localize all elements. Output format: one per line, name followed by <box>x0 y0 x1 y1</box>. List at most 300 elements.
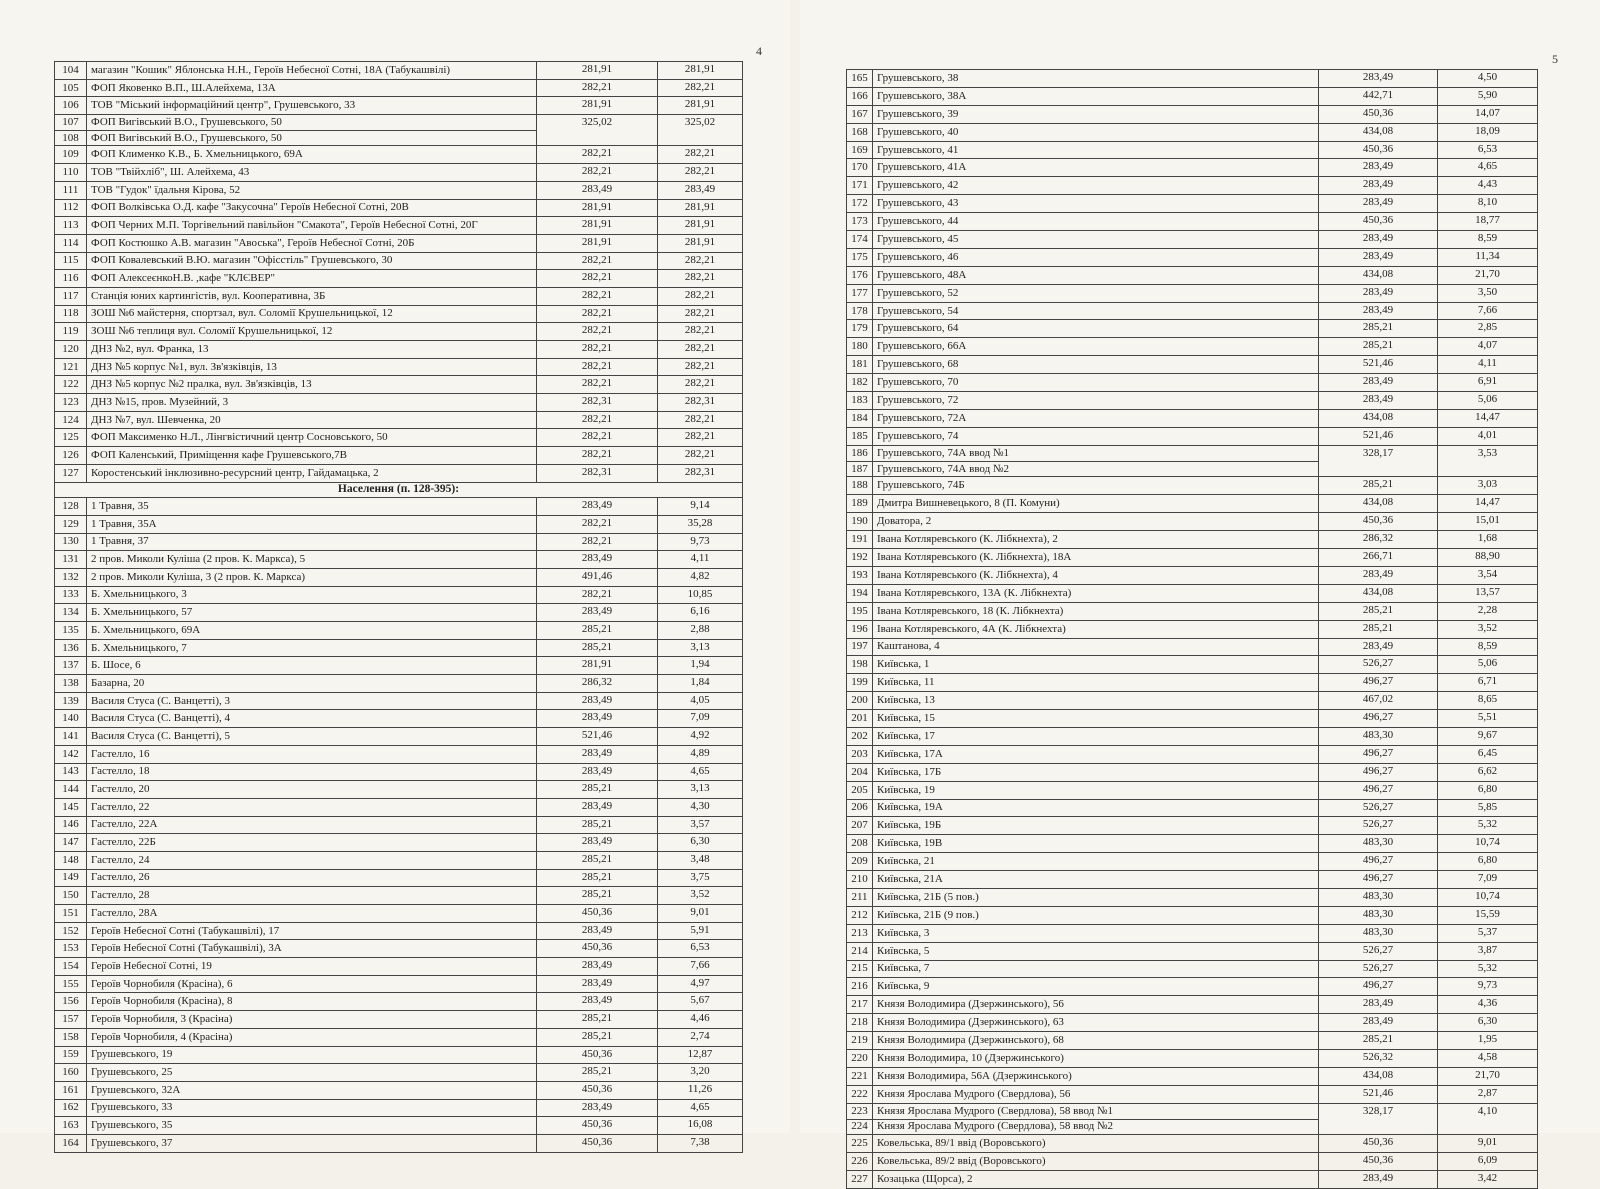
left-tariff-table <box>54 61 743 1153</box>
cost-value: 6,80 <box>1438 781 1538 799</box>
tariff-value: 283,49 <box>537 763 658 781</box>
consumer-name: Б. Хмельницького, 69А <box>87 622 537 640</box>
cost-value: 281,91 <box>658 217 743 235</box>
consumer-name: Київська, 17А <box>873 745 1319 763</box>
cost-value: 282,31 <box>658 464 743 482</box>
tariff-value: 282,21 <box>537 429 658 447</box>
cost-value: 7,09 <box>1438 871 1538 889</box>
table-row <box>847 1049 1538 1067</box>
tariff-value: 283,49 <box>537 993 658 1011</box>
row-number: 151 <box>55 905 87 923</box>
consumer-name: Грушевського, 54 <box>873 302 1319 320</box>
cost-value: 8,10 <box>1438 195 1538 213</box>
tariff-value: 434,08 <box>1319 123 1438 141</box>
consumer-name: Грушевського, 25 <box>87 1064 537 1082</box>
table-row <box>847 727 1538 745</box>
table-row <box>847 692 1538 710</box>
tariff-value: 434,08 <box>1319 266 1438 284</box>
row-number: 110 <box>55 164 87 182</box>
table-row <box>847 531 1538 549</box>
cost-value: 9,01 <box>1438 1135 1538 1153</box>
table-row <box>55 781 743 799</box>
tariff-value: 282,21 <box>537 252 658 270</box>
cost-value: 5,32 <box>1438 960 1538 978</box>
row-number: 206 <box>847 799 873 817</box>
table-row <box>55 358 743 376</box>
row-number: 183 <box>847 392 873 410</box>
tariff-value: 281,91 <box>537 657 658 675</box>
consumer-name: Київська, 21А <box>873 871 1319 889</box>
consumer-name: Грушевського, 40 <box>873 123 1319 141</box>
consumer-name: Героїв Небесної Сотні (Табукашвілі), 3А <box>87 940 537 958</box>
row-number: 200 <box>847 692 873 710</box>
tariff-value: 285,21 <box>537 1028 658 1046</box>
tariff-value: 283,49 <box>537 604 658 622</box>
row-number: 174 <box>847 231 873 249</box>
table-row <box>847 320 1538 338</box>
table-row <box>847 213 1538 231</box>
consumer-name: Івана Котляревського, 13А (К. Лібкнехта) <box>873 584 1319 602</box>
table-row <box>847 1014 1538 1032</box>
table-row <box>847 763 1538 781</box>
cost-value: 8,59 <box>1438 638 1538 656</box>
row-number: 159 <box>55 1046 87 1064</box>
tariff-value: 285,21 <box>537 1064 658 1082</box>
row-number: 116 <box>55 270 87 288</box>
table-row <box>55 692 743 710</box>
row-number: 142 <box>55 745 87 763</box>
tariff-value: 450,36 <box>1319 513 1438 531</box>
consumer-name: Героїв Чорнобиля, 4 (Красіна) <box>87 1028 537 1046</box>
cost-value: 1,95 <box>1438 1032 1538 1050</box>
table-row <box>55 940 743 958</box>
consumer-name: Київська, 1 <box>873 656 1319 674</box>
consumer-name: Грушевського, 74А ввод №2 <box>873 461 1319 477</box>
table-row <box>55 376 743 394</box>
tariff-value: 282,21 <box>537 323 658 341</box>
cost-value: 283,49 <box>658 181 743 199</box>
tariff-value: 282,21 <box>537 533 658 551</box>
tariff-value: 282,21 <box>537 79 658 97</box>
table-row <box>847 374 1538 392</box>
tariff-value: 483,30 <box>1319 888 1438 906</box>
cost-value: 5,32 <box>1438 817 1538 835</box>
row-number: 173 <box>847 213 873 231</box>
tariff-value: 282,21 <box>537 447 658 465</box>
table-row <box>55 834 743 852</box>
tariff-value: 483,30 <box>1319 906 1438 924</box>
consumer-name: Базарна, 20 <box>87 675 537 693</box>
consumer-name: 1 Травня, 35А <box>87 515 537 533</box>
table-row <box>55 1064 743 1082</box>
table-row <box>847 123 1538 141</box>
consumer-name: ТОВ "Гудок" їдальня Кірова, 52 <box>87 181 537 199</box>
cost-value: 282,21 <box>658 341 743 359</box>
tariff-value: 496,27 <box>1319 978 1438 996</box>
row-number: 147 <box>55 834 87 852</box>
tariff-value: 450,36 <box>1319 105 1438 123</box>
table-row <box>847 710 1538 728</box>
consumer-name: Героїв Небесної Сотні, 19 <box>87 958 537 976</box>
consumer-name: Гастелло, 18 <box>87 763 537 781</box>
table-row <box>55 234 743 252</box>
consumer-name: ЗОШ №6 майстерня, спортзал, вул. Соломії Крушельницької, 12 <box>87 305 537 323</box>
consumer-name: ЗОШ №6 теплиця вул. Соломії Крушельницької, 12 <box>87 323 537 341</box>
tariff-value: 281,91 <box>537 199 658 217</box>
table-row <box>55 97 743 115</box>
consumer-name: Гастелло, 20 <box>87 781 537 799</box>
cost-value: 282,31 <box>658 394 743 412</box>
row-number: 104 <box>55 62 87 80</box>
cost-value: 4,01 <box>1438 427 1538 445</box>
row-number: 107 <box>55 115 87 131</box>
cost-value: 3,54 <box>1438 566 1538 584</box>
row-number: 134 <box>55 604 87 622</box>
cost-value: 14,07 <box>1438 105 1538 123</box>
table-row <box>55 164 743 182</box>
table-row <box>847 835 1538 853</box>
consumer-name: Грушевського, 66А <box>873 338 1319 356</box>
consumer-name: Київська, 19Б <box>873 817 1319 835</box>
tariff-value: 285,21 <box>537 816 658 834</box>
tariff-value: 450,36 <box>537 940 658 958</box>
cost-value: 5,85 <box>1438 799 1538 817</box>
consumer-name: Князя Володимира (Дзержинського), 68 <box>873 1032 1319 1050</box>
row-number: 199 <box>847 674 873 692</box>
table-row <box>847 1085 1538 1103</box>
cost-value: 3,57 <box>658 816 743 834</box>
tariff-value: 282,31 <box>537 464 658 482</box>
cost-value: 3,52 <box>658 887 743 905</box>
consumer-name: ФОП Вигівський В.О., Грушевського, 50 <box>87 130 537 146</box>
cost-value: 10,74 <box>1438 888 1538 906</box>
consumer-name: ФОП Клименко К.В., Б. Хмельницького, 69А <box>87 146 537 164</box>
cost-value: 1,94 <box>658 657 743 675</box>
row-number: 160 <box>55 1064 87 1082</box>
cost-value: 35,28 <box>658 515 743 533</box>
cost-value: 282,21 <box>658 287 743 305</box>
consumer-name: Героїв Чорнобиля (Красіна), 6 <box>87 975 537 993</box>
table-row <box>55 763 743 781</box>
tariff-value: 283,49 <box>1319 248 1438 266</box>
tariff-value: 450,36 <box>1319 1135 1438 1153</box>
consumer-name: Героїв Чорнобиля, 3 (Красіна) <box>87 1011 537 1029</box>
row-number: 150 <box>55 887 87 905</box>
row-number: 185 <box>847 427 873 445</box>
table-row <box>55 411 743 429</box>
row-number: 135 <box>55 622 87 640</box>
tariff-value: 283,49 <box>537 798 658 816</box>
cost-value: 7,38 <box>658 1134 743 1152</box>
row-number: 182 <box>847 374 873 392</box>
cost-value: 12,87 <box>658 1046 743 1064</box>
row-number: 197 <box>847 638 873 656</box>
consumer-name: Івана Котляревського (К. Лібкнехта), 2 <box>873 531 1319 549</box>
table-row <box>55 816 743 834</box>
consumer-name: Ковельська, 89/2 ввід (Воровського) <box>873 1153 1319 1171</box>
cost-value: 3,75 <box>658 869 743 887</box>
row-number: 190 <box>847 513 873 531</box>
cost-value: 4,46 <box>658 1011 743 1029</box>
tariff-value: 325,02 <box>537 115 658 146</box>
row-number: 155 <box>55 975 87 993</box>
consumer-name: Грушевського, 44 <box>873 213 1319 231</box>
tariff-value: 496,27 <box>1319 710 1438 728</box>
row-number: 113 <box>55 217 87 235</box>
tariff-value: 283,49 <box>1319 566 1438 584</box>
row-number: 143 <box>55 763 87 781</box>
table-row <box>847 392 1538 410</box>
tariff-value: 496,27 <box>1319 871 1438 889</box>
row-number: 121 <box>55 358 87 376</box>
tariff-value: 283,49 <box>1319 1171 1438 1189</box>
cost-value: 9,01 <box>658 905 743 923</box>
cost-value: 281,91 <box>658 62 743 80</box>
row-number: 208 <box>847 835 873 853</box>
cost-value: 2,28 <box>1438 602 1538 620</box>
table-row <box>847 960 1538 978</box>
tariff-value: 283,49 <box>537 692 658 710</box>
tariff-value: 283,49 <box>1319 70 1438 88</box>
table-row <box>55 252 743 270</box>
consumer-name: 1 Травня, 37 <box>87 533 537 551</box>
tariff-value: 450,36 <box>1319 1153 1438 1171</box>
cost-value: 4,10 <box>1438 1103 1538 1135</box>
cost-value: 11,34 <box>1438 248 1538 266</box>
consumer-name: Київська, 7 <box>873 960 1319 978</box>
table-row <box>847 996 1538 1014</box>
consumer-name: Київська, 19В <box>873 835 1319 853</box>
cost-value: 6,71 <box>1438 674 1538 692</box>
cost-value: 15,59 <box>1438 906 1538 924</box>
table-row <box>55 586 743 604</box>
tariff-value: 521,46 <box>1319 427 1438 445</box>
cost-value: 5,91 <box>658 922 743 940</box>
cost-value: 3,13 <box>658 781 743 799</box>
consumer-name: ФОП Волківська О.Д. кафе "Закусочна" Героїв Небесної Сотні, 20В <box>87 199 537 217</box>
consumer-name: Київська, 13 <box>873 692 1319 710</box>
cost-value: 3,20 <box>658 1064 743 1082</box>
table-row <box>55 533 743 551</box>
cost-value: 2,74 <box>658 1028 743 1046</box>
tariff-value: 283,49 <box>537 181 658 199</box>
consumer-name: Гастелло, 22Б <box>87 834 537 852</box>
row-number: 221 <box>847 1067 873 1085</box>
consumer-name: магазин "Кошик" Яблонська Н.Н., Героїв Небесної Сотні, 18А (Табукашвілі) <box>87 62 537 80</box>
table-row <box>847 338 1538 356</box>
consumer-name: Дмитра Вишневецького, 8 (П. Комуни) <box>873 495 1319 513</box>
consumer-name: Грушевського, 33 <box>87 1099 537 1117</box>
cost-value: 325,02 <box>658 115 743 146</box>
tariff-value: 283,49 <box>1319 1014 1438 1032</box>
row-number: 158 <box>55 1028 87 1046</box>
consumer-name: ДНЗ №15, пров. Музейний, 3 <box>87 394 537 412</box>
table-row <box>847 1135 1538 1153</box>
consumer-name: Б. Хмельницького, 57 <box>87 604 537 622</box>
consumer-name: ФОП Максименко Н.Л., Лінгвістичний центр Сосновського, 50 <box>87 429 537 447</box>
table-row <box>55 394 743 412</box>
consumer-name: Грушевського, 74 <box>873 427 1319 445</box>
row-number: 115 <box>55 252 87 270</box>
cost-value: 4,65 <box>1438 159 1538 177</box>
table-row <box>847 978 1538 996</box>
row-number: 209 <box>847 853 873 871</box>
table-row <box>55 341 743 359</box>
cost-value: 282,21 <box>658 323 743 341</box>
consumer-name: Грушевського, 41А <box>873 159 1319 177</box>
row-number: 223 <box>847 1103 873 1119</box>
page-number-left: 4 <box>756 44 762 58</box>
tariff-value: 282,21 <box>537 358 658 376</box>
consumer-name: ФОП Костюшко А.В. магазин "Авоська", Героїв Небесної Сотні, 20Б <box>87 234 537 252</box>
cost-value: 6,80 <box>1438 853 1538 871</box>
table-row <box>847 495 1538 513</box>
consumer-name: Івана Котляревського (К. Лібкнехта), 18А <box>873 549 1319 567</box>
row-number: 112 <box>55 199 87 217</box>
table-row <box>55 887 743 905</box>
row-number: 170 <box>847 159 873 177</box>
consumer-name: Князя Ярослава Мудрого (Свердлова), 58 ввод №1 <box>873 1103 1319 1119</box>
row-number: 162 <box>55 1099 87 1117</box>
tariff-value: 285,21 <box>537 781 658 799</box>
consumer-name: Князя Ярослава Мудрого (Свердлова), 58 ввод №2 <box>873 1119 1319 1135</box>
consumer-name: 1 Травня, 35 <box>87 498 537 516</box>
cost-value: 3,50 <box>1438 284 1538 302</box>
cost-value: 281,91 <box>658 199 743 217</box>
consumer-name: Івана Котляревського, 4А (К. Лібкнехта) <box>873 620 1319 638</box>
consumer-name: Ковельська, 89/1 ввід (Воровського) <box>873 1135 1319 1153</box>
table-row <box>55 217 743 235</box>
table-row <box>55 568 743 586</box>
tariff-value: 285,21 <box>537 851 658 869</box>
row-number: 109 <box>55 146 87 164</box>
tariff-value: 282,21 <box>537 341 658 359</box>
table-row <box>55 975 743 993</box>
table-row <box>847 1067 1538 1085</box>
cost-value: 4,58 <box>1438 1049 1538 1067</box>
row-number: 144 <box>55 781 87 799</box>
table-row <box>847 1032 1538 1050</box>
tariff-value: 283,49 <box>1319 195 1438 213</box>
row-number: 194 <box>847 584 873 602</box>
row-number: 212 <box>847 906 873 924</box>
table-row <box>55 958 743 976</box>
cost-value: 5,67 <box>658 993 743 1011</box>
row-number: 125 <box>55 429 87 447</box>
cost-value: 4,65 <box>658 1099 743 1117</box>
consumer-name: Грушевського, 74А ввод №1 <box>873 445 1319 461</box>
table-row <box>55 305 743 323</box>
consumer-name: Грушевського, 42 <box>873 177 1319 195</box>
cost-value: 7,66 <box>658 958 743 976</box>
table-row <box>847 266 1538 284</box>
tariff-value: 283,49 <box>537 834 658 852</box>
table-row <box>847 70 1538 88</box>
tariff-value: 283,49 <box>537 922 658 940</box>
row-number: 132 <box>55 568 87 586</box>
table-row <box>847 745 1538 763</box>
tariff-value: 285,21 <box>1319 1032 1438 1050</box>
consumer-name: Київська, 11 <box>873 674 1319 692</box>
consumer-name: Доватора, 2 <box>873 513 1319 531</box>
consumer-name: Грушевського, 45 <box>873 231 1319 249</box>
consumer-name: Київська, 9 <box>873 978 1319 996</box>
consumer-name: Грушевського, 70 <box>873 374 1319 392</box>
cost-value: 282,21 <box>658 429 743 447</box>
cost-value: 18,09 <box>1438 123 1538 141</box>
consumer-name: Василя Стуса (С. Ванцетті), 4 <box>87 710 537 728</box>
tariff-value: 526,32 <box>1319 1049 1438 1067</box>
cost-value: 14,47 <box>1438 495 1538 513</box>
cost-value: 5,51 <box>1438 710 1538 728</box>
consumer-name: Князя Володимира, 10 (Дзержинського) <box>873 1049 1319 1067</box>
cost-value: 6,16 <box>658 604 743 622</box>
cost-value: 13,57 <box>1438 584 1538 602</box>
cost-value: 9,73 <box>1438 978 1538 996</box>
row-number: 131 <box>55 551 87 569</box>
table-row <box>55 270 743 288</box>
consumer-name: Грушевського, 37 <box>87 1134 537 1152</box>
table-row <box>847 284 1538 302</box>
row-number: 119 <box>55 323 87 341</box>
consumer-name: Князя Ярослава Мудрого (Свердлова), 56 <box>873 1085 1319 1103</box>
cost-value: 2,87 <box>1438 1085 1538 1103</box>
consumer-name: ДНЗ №2, вул. Франка, 13 <box>87 341 537 359</box>
cost-value: 281,91 <box>658 97 743 115</box>
table-row <box>55 429 743 447</box>
table-row <box>55 181 743 199</box>
row-number: 195 <box>847 602 873 620</box>
cost-value: 282,21 <box>658 164 743 182</box>
tariff-value: 434,08 <box>1319 409 1438 427</box>
table-row <box>847 1153 1538 1171</box>
cost-value: 4,05 <box>658 692 743 710</box>
tariff-value: 283,49 <box>537 745 658 763</box>
table-row <box>55 515 743 533</box>
consumer-name: Київська, 21Б (9 пов.) <box>873 906 1319 924</box>
row-number: 219 <box>847 1032 873 1050</box>
table-row <box>55 1028 743 1046</box>
cost-value: 5,37 <box>1438 924 1538 942</box>
tariff-value: 450,36 <box>537 1081 658 1099</box>
table-row <box>55 115 743 131</box>
cost-value: 281,91 <box>658 234 743 252</box>
row-number: 122 <box>55 376 87 394</box>
cost-value: 4,11 <box>1438 356 1538 374</box>
table-row <box>55 498 743 516</box>
table-row <box>55 1134 743 1152</box>
row-number: 179 <box>847 320 873 338</box>
row-number: 141 <box>55 728 87 746</box>
row-number: 140 <box>55 710 87 728</box>
table-row <box>847 906 1538 924</box>
table-row <box>847 888 1538 906</box>
cost-value: 4,92 <box>658 728 743 746</box>
row-number: 148 <box>55 851 87 869</box>
table-row <box>847 409 1538 427</box>
row-number: 161 <box>55 1081 87 1099</box>
tariff-value: 521,46 <box>537 728 658 746</box>
table-row <box>55 1099 743 1117</box>
consumer-name: ДНЗ №5 корпус №2 пралка, вул. Зв'язківців, 13 <box>87 376 537 394</box>
cost-value: 282,21 <box>658 146 743 164</box>
table-row <box>847 87 1538 105</box>
table-row <box>847 674 1538 692</box>
row-number: 126 <box>55 447 87 465</box>
cost-value: 4,07 <box>1438 338 1538 356</box>
tariff-value: 450,36 <box>537 905 658 923</box>
consumer-name: Грушевського, 48А <box>873 266 1319 284</box>
